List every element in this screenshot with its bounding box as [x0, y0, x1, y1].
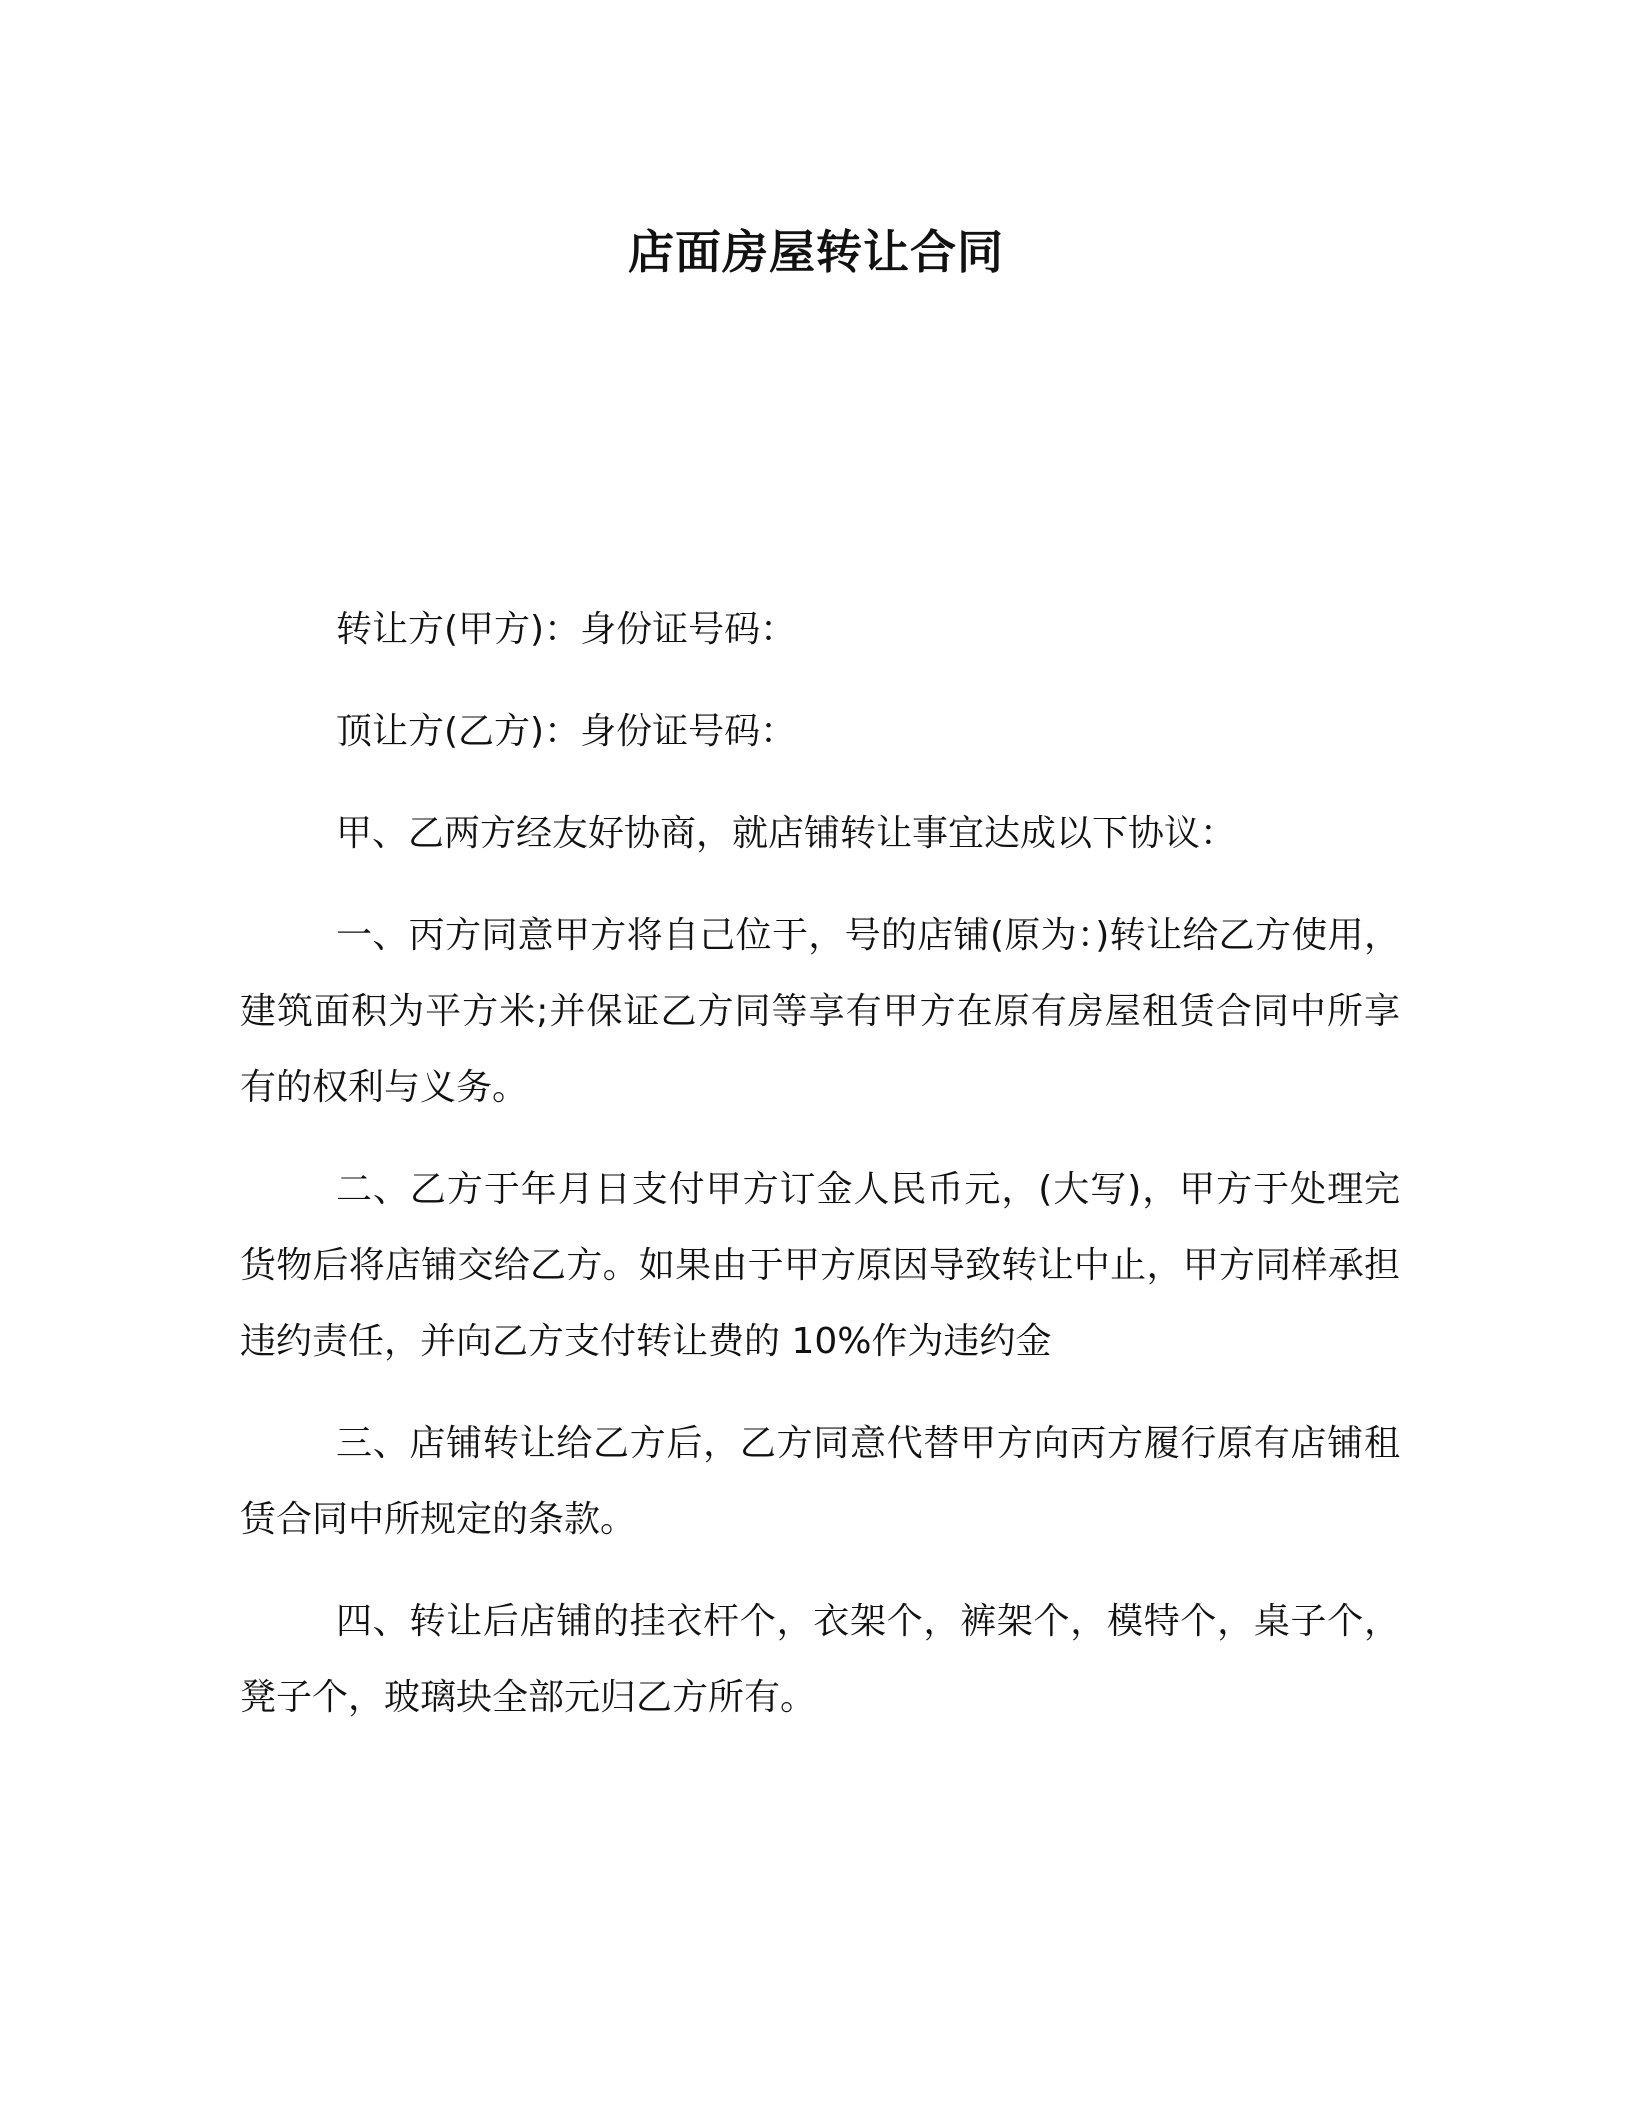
- paragraph-clause-1: 一、丙方同意甲方将自己位于，号的店铺(原为：)转让给乙方使用，建筑面积为平方米;并保证乙方同等享有甲方在原有房屋租赁合同中所享有的权利与义务。: [240, 915, 1400, 1108]
- paragraph-transferee: 顶让方(乙方)：身份证号码：: [336, 711, 797, 752]
- paragraph-clause-2: 二、乙方于年月日支付甲方订金人民币元，(大写)，甲方于处理完货物后将店铺交给乙方。如果由于甲方原因导致转让中止，甲方同样承担违约责任，并向乙方支付转让费的 10%作为违约金: [240, 1169, 1400, 1362]
- paragraph-intro: 甲、乙两方经友好协商，就店铺转让事宜达成以下协议：: [336, 813, 1237, 854]
- document-body: [240, 592, 1400, 1762]
- paragraph-clause-3: 三、店铺转让给乙方后，乙方同意代替甲方向丙方履行原有店铺租赁合同中所规定的条款。: [240, 1423, 1400, 1540]
- document-title: 店面房屋转让合同: [628, 225, 1004, 279]
- paragraph-clause-4: 四、转让后店铺的挂衣杆个，衣架个，裤架个，模特个，桌子个，凳子个，玻璃块全部元归乙方所有。: [240, 1601, 1400, 1718]
- paragraph-transferor: 转让方(甲方)：身份证号码：: [336, 609, 797, 650]
